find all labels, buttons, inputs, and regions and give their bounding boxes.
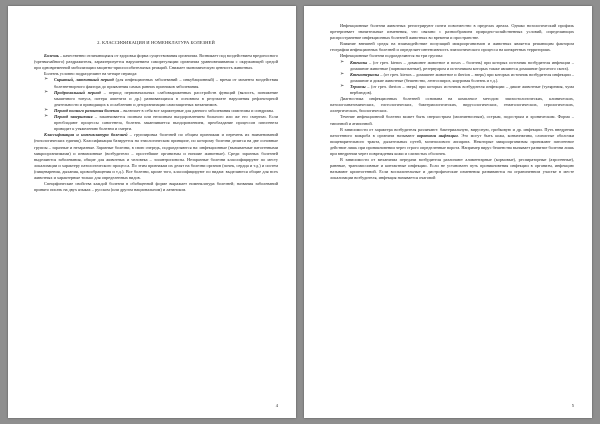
paragraph-text: В зависимости от характера возбудителя различают: бактериальную, вирусную, грибковую и др. инфекции. Путь внедрения патогенного микроба в организм называют [330, 126, 574, 138]
paragraph-text: – качественно отличающаяся от здоровья форма существования организма. Возникает под воздействием вредоносного (чрезвычайного) раздражителя, характеризуется нарушением саморегуляции организма уравновешивания с окружающей средой при одновременной мобилизации защитно-приспособительных реакций. Снижает экономическую ценность животных. [34, 53, 278, 71]
term: Период полного развития болезни [54, 107, 120, 113]
right-page [304, 6, 592, 418]
right-page-content [330, 23, 574, 396]
list-item-text: – (от греч. ktenos – домашнее животное и nosos – болезнь) при которых источник возбудителя инфекции – домашние животные (парнокопытные), резервуаром и источником которых также являются домашние (рогатого скота). [350, 59, 574, 71]
list-item [330, 72, 574, 84]
bullet-icon: ➢ [340, 83, 345, 89]
left-page-content [34, 26, 278, 396]
page-number: 4 [275, 403, 278, 408]
paragraph: Влияние внешней среды на взаимодействие популяций микроорганизмов и животных является решающим фактором географии инфекционных болезней и определяет интенсивность эпизоотического процесса на конкретных территориях. [330, 41, 574, 53]
paragraph: Диагностика инфекционных болезней основана на комплексе методов: эпизоотологических, клинических, патологоанатомических, гистологических, бактериологических, вирусологических, гематологических, серологических, аллергических, биологических. [330, 96, 574, 114]
list-item [330, 84, 574, 96]
page-number: 5 [571, 403, 574, 408]
bullet-icon: ➢ [44, 89, 49, 95]
term: Ктенотериозы [350, 71, 380, 77]
list-item-text: – период первоначальных слабовыраженных расстройств функций (вялость, понижение мышечного тонуса, потеря аппетита и др.) развивающихся в основном в результате нарушения рефлекторной деятельности и приводящих к ослаблению и дезорганизации самозащитных механизмов. [54, 89, 278, 107]
paragraph-text: . Это могут быть кожа, конъюнктива, слизистые оболочки пищеварительного тракта, дыхательных путей, мочеполового аппарата. Некоторые микроорганизмы проникают патогенное действие лишь при проникновении через строго определенные ворота. Например вирус бешенства вызывает развитие болезни лишь при внедрении через повреждения кожи и слизистых оболочек. [330, 132, 574, 156]
paragraph-text: – группировка болезней по общим признакам и перечень их наименований (нозологических единиц). Классификация базируется на этиологическом принципе, по которому болезни делятся на две основные группы – заразные и незаразные. Заразные болезни, в свою очередь, подразделяются на: инфекционные (вызываемые патогенными микроорганизмами) и инвазионные (возбудители – простейшие организмы и низшие животные). Среди заразных болезней выделяются заболевания, общие для животных и человека – зооантропонозы. Незаразные болезни классифицируют по месту локализации и характеру патологического процесса. По этим признакам их делят на болезни органов (почек, сердца и т.д.) и систем (пищеварения, дыхания, кровообращения и т.д.). Все болезни, кроме того, классифицируют по видам: выделяются общие для всех животных и характерные только для определенных видов. [34, 132, 278, 180]
list-item [34, 114, 278, 132]
term: Ктенозы [350, 59, 368, 65]
bullet-icon: ➢ [44, 107, 49, 113]
term: воротами инфекции [416, 132, 458, 138]
term: Болезнь [44, 53, 59, 59]
list-item-text: – (от греч. therion – зверь) при которых источник возбудителя инфекции – дикие животные (туляремия, чума верблюдов). [350, 83, 574, 96]
term: Период завершения [54, 114, 93, 120]
paragraph [330, 127, 574, 157]
term: Териозы [350, 83, 366, 89]
list-item [34, 90, 278, 108]
list-item [34, 77, 278, 89]
paragraph: Болезнь условно подразделяют на четыре периода: [44, 71, 138, 77]
list-item-text: (для инфекционных заболеваний – инкубационный) – время от момента воздействия болезнетворного фактора до проявления самых ранних признаков заболевания. [54, 77, 278, 89]
paragraph: Течение инфекционной болезни может быть сверхострым (молниеносным), острым, подострым и хроническим. Форма – типичной и атипичной. [330, 114, 574, 126]
list-item-text: – заканчивается полным или неполным выздоровлением больного или же его смертью. Если преобладают процессы саногенеза, болезнь заканчивается выздоровлением, преобладание процессов патогенеза приводит к утяжелению болезни и смерти. [54, 114, 278, 132]
list-item-text: – включает в себя все характерные для данного заболевания симптомы и синдромы. [119, 107, 275, 113]
bullet-icon: ➢ [44, 77, 49, 83]
bullet-icon: ➢ [340, 71, 345, 77]
paragraph: Специфические свойства каждой болезни в обобщенной форме выражает номенклатура болезней; названия заболеваний принято писать на двух языках – русском (или другом национальном) и латинском. [34, 181, 278, 193]
classification-paragraph [34, 132, 278, 181]
definition-paragraph [34, 53, 278, 71]
paragraph: Инфекционные болезни животных регистрируют почти повсеместно в пределах ареала. Однако нозологический профиль претерпевает значительные изменения, что связано с разнообразием природно-хозяйственных условий, определяющих распространение инфекционных болезней животных во времени и пространстве. [330, 23, 574, 41]
term: Классификация и номенклатура болезней [44, 132, 128, 138]
list-item-text: – (от греч. ktenos – домашнее животное и therion – зверь) при которых источник возбудителя инфекции – домашние и дикие животные (бешенство, лептоспироз, ящуровая болезнь и т.д.). [350, 71, 574, 83]
term: Продромальный период [54, 89, 101, 95]
paragraph: В зависимости от механизма передачи возбудителя различают алиментарные (кормовые), респираторные (аэрогенные), раневые, трансмиссивные и контактные инфекции. Если не установлен путь проникновения инфекции в организм, инфекцию называют криптогенной. Если воспалительные и дистрофические изменения развиваются на ограниченном участке в месте локализации возбудителя, инфекция называется очаговой [330, 157, 574, 181]
list-item [330, 60, 574, 72]
left-page [8, 6, 296, 418]
section-heading: 2. КЛАССИФИКАЦИЯ И НОМЕНКЛАТУРА БОЛЕЗНЕЙ [97, 40, 215, 45]
bullet-icon: ➢ [340, 59, 345, 65]
bullet-icon: ➢ [44, 114, 49, 120]
paragraph: Инфекционные болезни подразделяются на три группы: [340, 53, 444, 59]
term: Скрытый, латентный период [54, 77, 114, 83]
